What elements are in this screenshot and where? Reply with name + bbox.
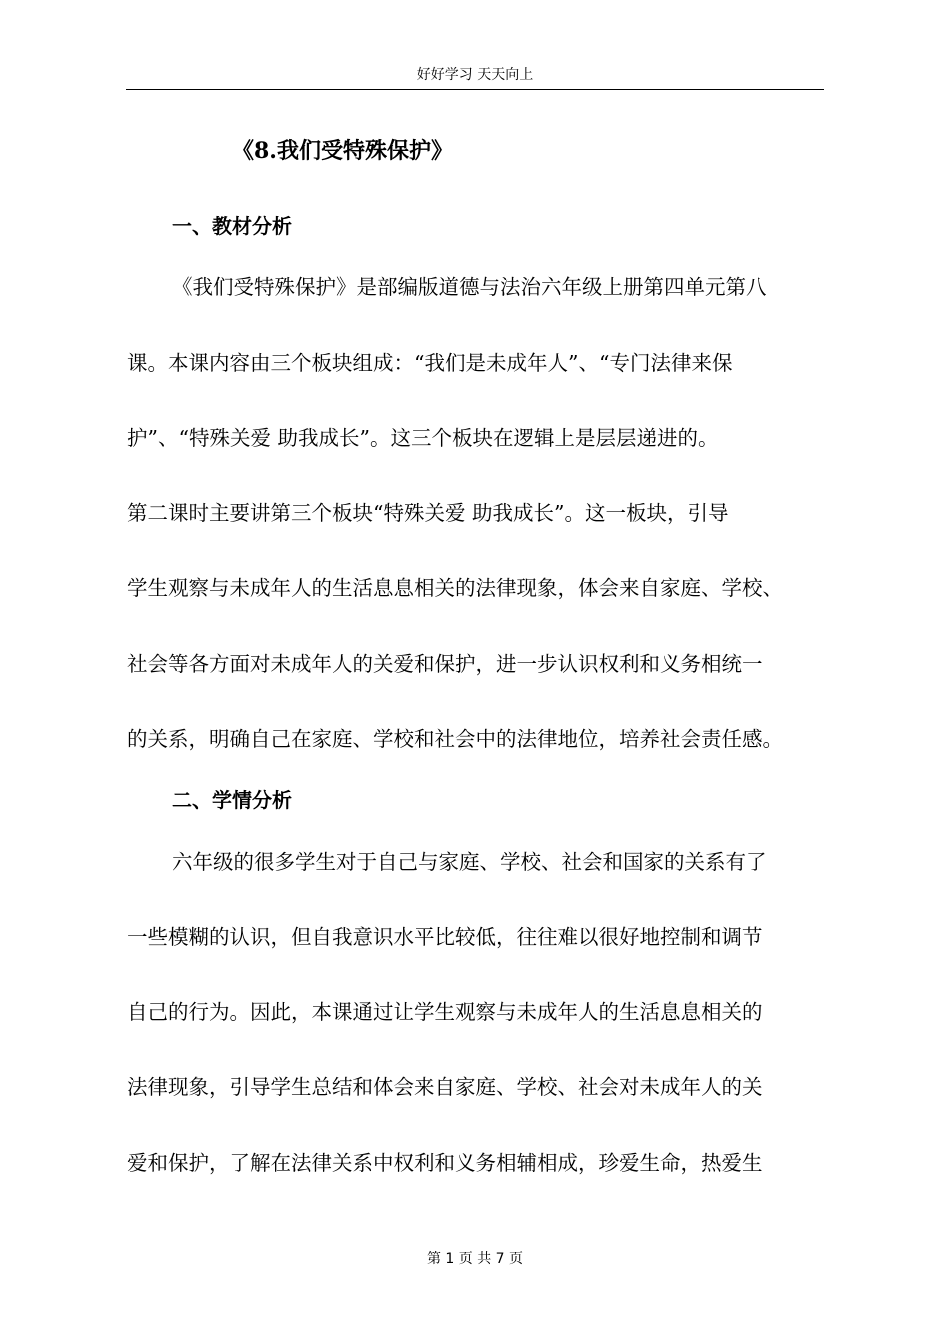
paragraph-line: 课。本课内容由三个板块组成：“我们是未成年人”、“专门法律来保: [127, 351, 733, 375]
paragraph-line: 爱和保护，了解在法律关系中权利和义务相辅相成，珍爱生命，热爱生: [127, 1151, 763, 1175]
document-title: 《8.我们受特殊保护》: [232, 138, 453, 164]
paragraph-line: 的关系，明确自己在家庭、学校和社会中的法律地位，培养社会责任感。: [127, 727, 783, 751]
paragraph-line: 法律现象，引导学生总结和体会来自家庭、学校、社会对未成年人的关: [127, 1075, 763, 1099]
section-heading-learner-analysis: 二、学情分析: [172, 788, 292, 812]
header-divider: [126, 89, 824, 90]
page-number-footer: 第 1 页 共 7 页: [426, 1251, 524, 1267]
paragraph-line: 社会等各方面对未成年人的关爱和保护，进一步认识权利和义务相统一: [127, 652, 763, 676]
paragraph-line: 一些模糊的认识，但自我意识水平比较低，往往难以很好地控制和调节: [127, 925, 763, 949]
section-heading-textbook-analysis: 一、教材分析: [172, 214, 292, 238]
paragraph-line: 第二课时主要讲第三个板块“特殊关爱 助我成长”。这一板块，引导: [127, 501, 729, 525]
paragraph-line: 自己的行为。因此，本课通过让学生观察与未成年人的生活息息相关的: [127, 1000, 763, 1024]
paragraph-line: 护”、“特殊关爱 助我成长”。这三个板块在逻辑上是层层递进的。: [127, 426, 719, 450]
paragraph-line: 学生观察与未成年人的生活息息相关的法律现象，体会来自家庭、学校、: [127, 576, 783, 600]
paragraph-line: 《我们受特殊保护》是部编版道德与法治六年级上册第四单元第八: [172, 275, 767, 299]
page-header: 好好学习 天天向上: [416, 67, 534, 83]
paragraph-line: 六年级的很多学生对于自己与家庭、学校、社会和国家的关系有了: [172, 850, 767, 874]
